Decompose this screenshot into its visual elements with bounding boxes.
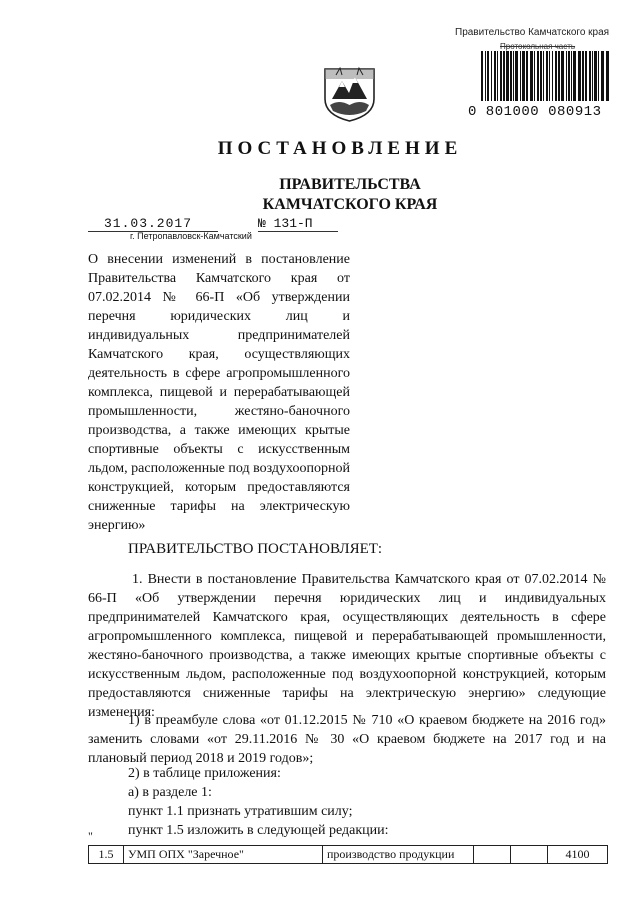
barcode-bar	[578, 51, 581, 101]
barcode-bar	[540, 51, 542, 101]
list-item-table-changes: 2) в таблице приложения:	[128, 766, 281, 781]
barcode-bar	[568, 51, 570, 101]
barcode-bar	[558, 51, 560, 101]
appendix-table	[88, 845, 608, 864]
opening-quote: "	[88, 829, 93, 843]
table-cell-empty-1	[474, 846, 511, 864]
barcode-bar	[606, 51, 609, 101]
document-date: 31.03.2017	[88, 216, 218, 232]
barcode-bar	[485, 51, 486, 101]
barcode-bar	[500, 51, 502, 101]
barcode-bar	[522, 51, 525, 101]
barcode-bar	[487, 51, 489, 101]
table-cell-value: 4100	[548, 846, 608, 864]
issuer-heading	[0, 175, 640, 215]
barcode-bar	[585, 51, 587, 101]
barcode-bar	[589, 51, 591, 101]
barcode-bar	[594, 51, 597, 101]
barcode-bar	[506, 51, 509, 101]
document-city: г. Петропавловск-Камчатский	[130, 231, 252, 241]
stamp-subtitle: Протокольная часть	[500, 42, 576, 51]
barcode-bar	[546, 51, 548, 101]
barcode-bar	[530, 51, 533, 101]
barcode-bar	[601, 51, 604, 101]
barcode-bar	[513, 51, 514, 101]
barcode-bar	[549, 51, 550, 101]
barcode-bar	[520, 51, 521, 101]
paragraph-1: 1. Внести в постановление Правительства Камчатского края от 07.02.2014 № 66-П «Об утверждении перечня юридических лиц и индивидуальных предпринимателей Камчатского края, осуществляющих деятельность в сфере агропромышленного комплекса, пищевой и перерабатывающей промышленности, жестяно-баночного производства, а также имеющих крытые спортивные объекты с искусственным льдом, расположенные под воздухоопорной конструкцией, которым предоставляются сниженные тарифы на электрическую энергию» следующие изменения:	[88, 572, 606, 720]
barcode-bar	[571, 51, 572, 101]
barcode-bar	[543, 51, 544, 101]
list-item-section-1: а) в разделе 1:	[128, 785, 212, 800]
barcode-bar	[592, 51, 593, 101]
table-row	[89, 846, 608, 864]
list-item-point-1-1: пункт 1.1 признать утратившим силу;	[128, 804, 353, 819]
barcode-bar	[561, 51, 564, 101]
table-cell-number: 1.5	[89, 846, 124, 864]
barcode-bar	[573, 51, 576, 101]
table-cell-activity: производство продукции	[323, 846, 474, 864]
barcode	[481, 51, 611, 101]
barcode-bar	[491, 51, 492, 101]
barcode-bar	[582, 51, 584, 101]
barcode-bar	[515, 51, 518, 101]
paragraph-2: 1) в преамбуле слова «от 01.12.2015 № 710 «О краевом бюджете на 2016 год» заменить словами «от 29.11.2016 № 30 «О краевом бюджете на 2017 год и на плановый период 2018 и 2019 годов»;	[88, 713, 606, 766]
barcode-bar	[555, 51, 557, 101]
issuer-line-1: ПРАВИТЕЛЬСТВА	[279, 176, 421, 193]
barcode-bar	[598, 51, 599, 101]
list-item-point-1-5: пункт 1.5 изложить в следующей редакции:	[128, 823, 389, 838]
issuer-line-2: КАМЧАТСКОГО КРАЯ	[262, 196, 438, 213]
barcode-bar	[534, 51, 535, 101]
barcode-bar	[481, 51, 483, 101]
barcode-number: 0 801000 080913	[468, 104, 602, 120]
barcode-bar	[537, 51, 539, 101]
document-subject: О внесении изменений в постановление Правительства Камчатского края от 07.02.2014 № 66-П «Об утверждении перечня юридических лиц и индивидуальных предпринимателей Камчатского края, осуществляющих деятельность в сфере агропромышленного комплекса, пищевой и перерабатывающей промышленности, жестяно-баночного производства, а также имеющих крытые спортивные объекты с искусственным льдом, расположенные под воздухоопорной конструкцией, которым предоставляются сниженные тарифы на электрическую энергию»	[88, 252, 350, 533]
kamchatka-emblem-icon	[322, 65, 377, 123]
barcode-bar	[552, 51, 553, 101]
barcode-bar	[510, 51, 512, 101]
barcode-bar	[526, 51, 528, 101]
table-cell-organization: УМП ОПХ "Заречное"	[124, 846, 323, 864]
document-number: № 131-П	[258, 216, 338, 232]
barcode-bar	[566, 51, 567, 101]
table-cell-empty-2	[511, 846, 548, 864]
government-stamp-title: Правительство Камчатского края	[455, 27, 610, 38]
decree-heading: ПРАВИТЕЛЬСТВО ПОСТАНОВЛЯЕТ:	[128, 541, 383, 557]
barcode-bar	[497, 51, 498, 101]
barcode-bar	[494, 51, 496, 101]
document-type-heading: ПОСТАНОВЛЕНИЕ	[217, 138, 463, 159]
barcode-bar	[503, 51, 505, 101]
